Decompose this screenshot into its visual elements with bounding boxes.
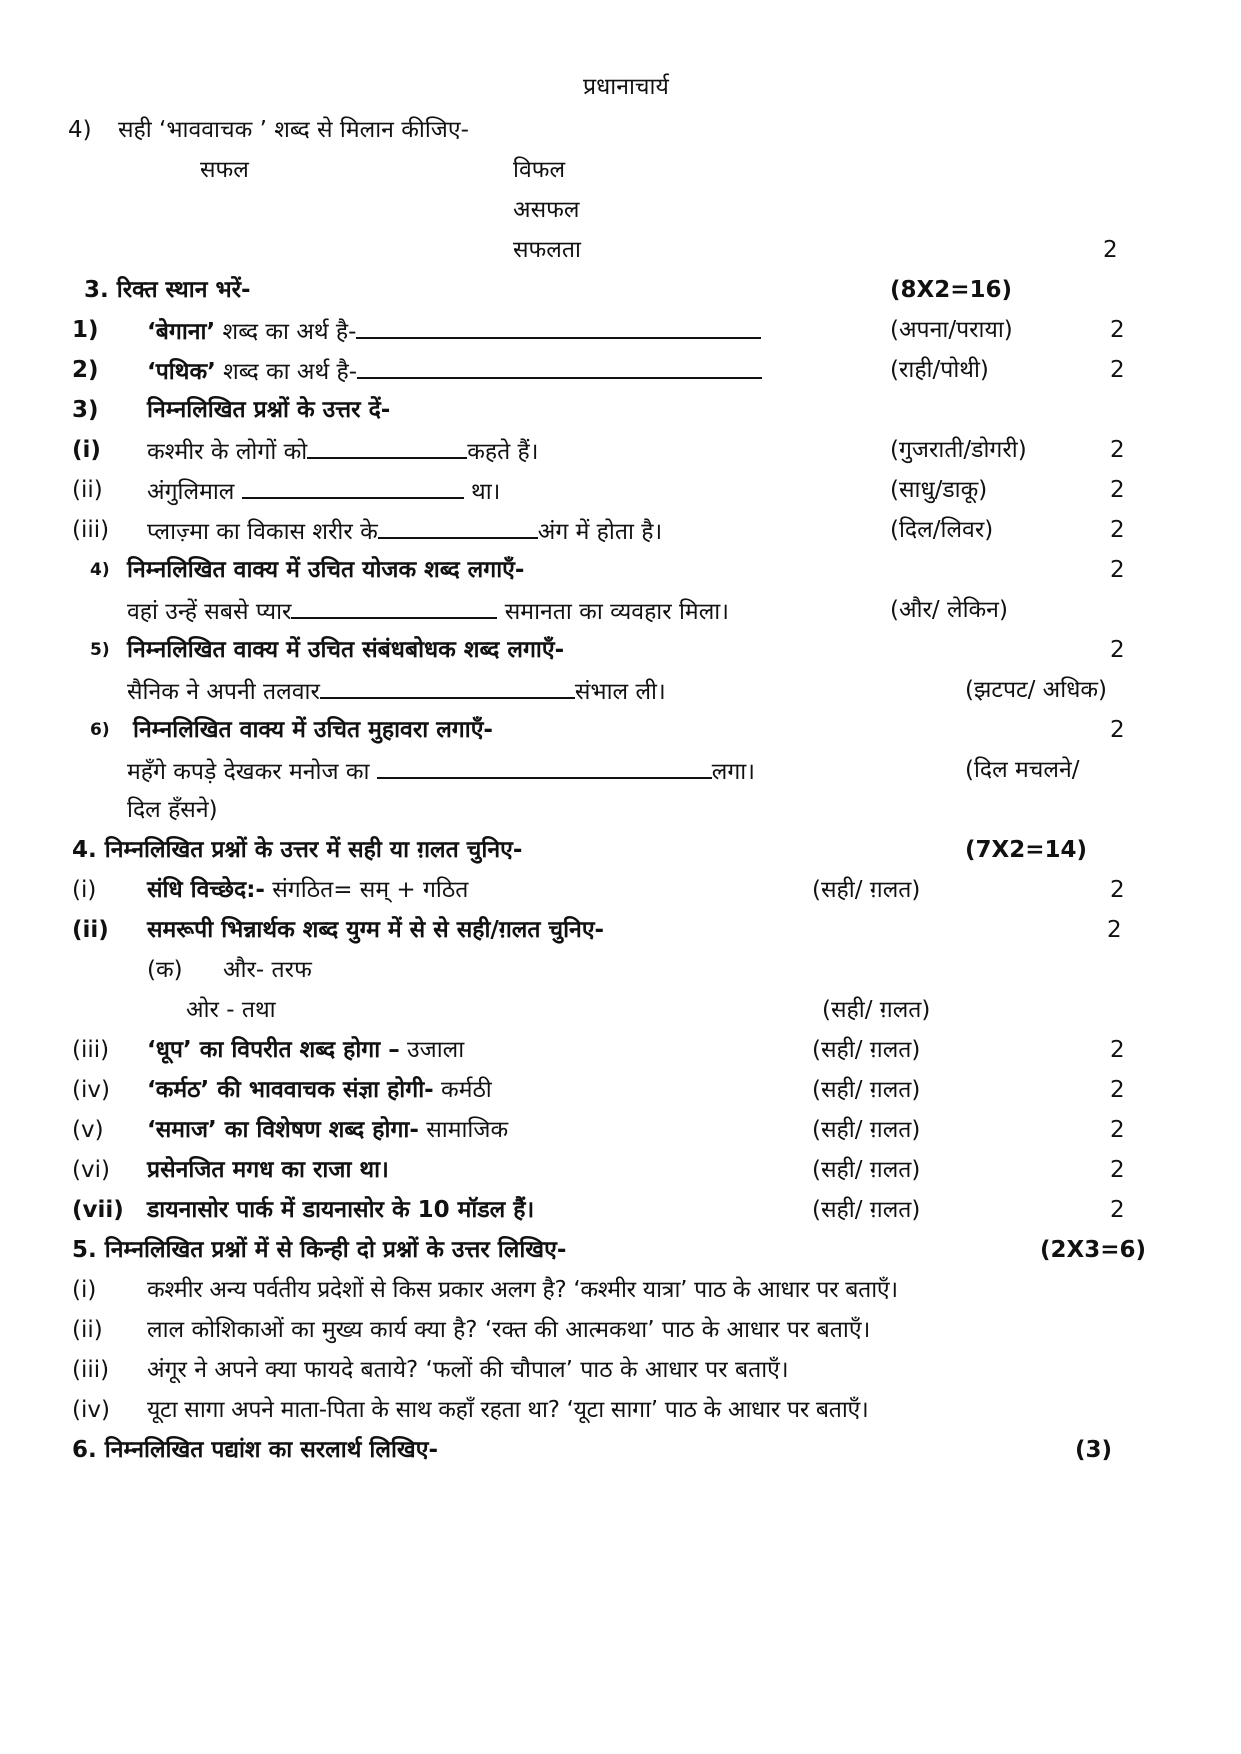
section-6-heading: 6. निम्नलिखित पद्यांश का सरलार्थ लिखिए- (72, 1437, 439, 1463)
s4-item-marks: 2 (1107, 917, 1122, 943)
s3-q6-number: 6) (90, 720, 110, 740)
s3-q1-number: 1) (72, 317, 99, 343)
s3-q3iii-options: (दिल/लिवर) (890, 517, 994, 543)
answer-blank[interactable] (242, 475, 464, 499)
section-5-heading: 5. निम्नलिखित प्रश्नों में से किन्ही दो प्रश्नों के उत्तर लिखिए- (72, 1237, 567, 1263)
s4-item-number: (i) (72, 877, 97, 903)
s4-item-number: (vi) (72, 1157, 110, 1183)
q4-match-option: सफलता (513, 237, 581, 263)
q4-match-option: असफल (513, 197, 580, 223)
s4-sub-ka-label: (क) (147, 957, 183, 983)
s3-q6-sentence: महँगे कपड़े देखकर मनोज का लगा। (127, 755, 755, 787)
s3-q3-text: निम्नलिखित प्रश्नों के उत्तर दें- (147, 397, 391, 423)
s3-q2-number: 2) (72, 357, 99, 383)
s3-q3i-number: (i) (72, 437, 101, 463)
s3-q3iii-marks: 2 (1110, 517, 1125, 543)
s3-q5-number: 5) (90, 640, 110, 660)
s3-q6-options: (दिल मचलने/ (965, 757, 1080, 783)
s4-item-number: (iii) (72, 1037, 110, 1063)
section-5-marks: (2X3=6) (1040, 1237, 1147, 1263)
s4-item-options: (सही/ ग़लत) (812, 877, 921, 903)
s3-q3ii-text: अंगुलिमाल था। (147, 475, 500, 507)
s5-item-number: (iv) (72, 1397, 110, 1423)
q4-match-number: 4) (68, 117, 92, 143)
s3-q3i-options: (गुजराती/डोगरी) (890, 437, 1027, 463)
q4-match-word: सफल (200, 157, 249, 183)
s3-q3ii-number: (ii) (72, 477, 103, 503)
s3-q4-sentence: वहां उन्हें सबसे प्यार समानता का व्यवहार मिला। (127, 595, 729, 627)
s4-item-options: (सही/ ग़लत) (812, 1157, 921, 1183)
section-6-marks: (3) (1075, 1437, 1113, 1463)
section-4-heading: 4. निम्नलिखित प्रश्नों के उत्तर में सही या ग़लत चुनिए- (72, 837, 523, 863)
s3-q2-marks: 2 (1110, 357, 1125, 383)
s4-item-text: ‘धूप’ का विपरीत शब्द होगा – उजाला (147, 1037, 465, 1063)
q4-match-option: विफल (513, 157, 566, 183)
page-title: प्रधानाचार्य (583, 74, 669, 100)
s4-sub-ka-options: (सही/ ग़लत) (822, 997, 931, 1023)
s3-q3ii-marks: 2 (1110, 477, 1125, 503)
s3-q1-text: ‘बेगाना’ शब्द का अर्थ है- (147, 315, 761, 347)
s3-q2-text: ‘पथिक’ शब्द का अर्थ है- (147, 355, 762, 387)
s3-q4-marks: 2 (1110, 557, 1125, 583)
s3-q3ii-options: (साधु/डाकू) (890, 477, 988, 503)
s3-q6-marks: 2 (1110, 717, 1125, 743)
s3-q5-options: (झटपट/ अधिक) (965, 677, 1107, 703)
s4-item-number: (v) (72, 1117, 104, 1143)
s3-q5-text: निम्नलिखित वाक्य में उचित संबंधबोधक शब्द लगाएँ- (127, 637, 565, 663)
s4-item-number: (ii) (72, 917, 109, 943)
answer-blank[interactable] (356, 315, 761, 339)
s5-item-number: (ii) (72, 1317, 103, 1343)
s3-q3iii-number: (iii) (72, 517, 110, 543)
s3-q4-number: 4) (90, 560, 110, 580)
s3-q3i-marks: 2 (1110, 437, 1125, 463)
s5-item-text: लाल कोशिकाओं का मुख्य कार्य क्या है? ‘रक्त की आत्मकथा’ पाठ के आधार पर बताएँ। (147, 1317, 871, 1343)
s4-item-number: (iv) (72, 1077, 110, 1103)
s4-item-marks: 2 (1110, 877, 1125, 903)
s4-sub-ka-line1: और- तरफ (223, 957, 312, 983)
s3-q3iii-text: प्लाज़्मा का विकास शरीर के अंग में होता है। (147, 515, 662, 547)
answer-blank[interactable] (320, 675, 575, 699)
section-3-marks: (8X2=16) (890, 277, 1013, 303)
s3-q1-options: (अपना/पराया) (890, 317, 1013, 343)
s5-item-text: कश्मीर अन्य पर्वतीय प्रदेशों से किस प्रकार अलग है? ‘कश्मीर यात्रा’ पाठ के आधार पर बताएँ। (147, 1277, 898, 1303)
s4-item-text: ‘समाज’ का विशेषण शब्द होगा- सामाजिक (147, 1117, 509, 1143)
s4-item-marks: 2 (1110, 1157, 1125, 1183)
s4-item-marks: 2 (1110, 1197, 1125, 1223)
s3-q6-text: निम्नलिखित वाक्य में उचित मुहावरा लगाएँ- (133, 717, 493, 743)
s4-item-text: प्रसेनजित मगध का राजा था। (147, 1157, 389, 1183)
s3-q2-options: (राही/पोथी) (890, 357, 989, 383)
s4-item-options: (सही/ ग़लत) (812, 1197, 921, 1223)
s4-item-number: (vii) (72, 1197, 124, 1223)
answer-blank[interactable] (377, 755, 712, 779)
s3-q4-options: (और/ लेकिन) (890, 597, 1008, 623)
s4-item-options: (सही/ ग़लत) (812, 1117, 921, 1143)
s5-item-text: यूटा सागा अपने माता-पिता के साथ कहाँ रहता था? ‘यूटा सागा’ पाठ के आधार पर बताएँ। (147, 1397, 869, 1423)
s3-q1-marks: 2 (1110, 317, 1125, 343)
s4-item-marks: 2 (1110, 1077, 1125, 1103)
s4-item-marks: 2 (1110, 1117, 1125, 1143)
q4-match-prompt: सही ‘भाववाचक ’ शब्द से मिलान कीजिए- (118, 117, 469, 143)
section-4-marks: (7X2=14) (965, 837, 1088, 863)
s4-item-options: (सही/ ग़लत) (812, 1077, 921, 1103)
s5-item-number: (i) (72, 1277, 97, 1303)
answer-blank[interactable] (291, 595, 497, 619)
s3-q4-text: निम्नलिखित वाक्य में उचित योजक शब्द लगाएँ- (127, 557, 525, 583)
s4-item-text: समरूपी भिन्नार्थक शब्द युग्म में से से सही/ग़लत चुनिए- (147, 917, 605, 943)
s3-q5-marks: 2 (1110, 637, 1125, 663)
s3-q3i-text: कश्मीर के लोगों को कहते हैं। (147, 435, 538, 467)
s4-item-marks: 2 (1110, 1037, 1125, 1063)
s4-item-options: (सही/ ग़लत) (812, 1037, 921, 1063)
s3-q3-number: 3) (72, 397, 99, 423)
s4-sub-ka-line2: ओर - तथा (186, 997, 276, 1023)
s3-q6-options-cont: दिल हँसने) (127, 797, 218, 823)
s4-item-text: ‘कर्मठ’ की भाववाचक संज्ञा होगी- कर्मठी (147, 1077, 492, 1103)
answer-blank[interactable] (378, 515, 538, 539)
s5-item-number: (iii) (72, 1357, 110, 1383)
answer-blank[interactable] (307, 435, 467, 459)
s4-item-text: डायनासोर पार्क में डायनासोर के 10 मॉडल हैं। (147, 1197, 535, 1223)
s3-q5-sentence: सैनिक ने अपनी तलवार संभाल ली। (127, 675, 666, 707)
section-3-heading: 3. रिक्त स्थान भरें- (84, 277, 251, 303)
s5-item-text: अंगूर ने अपने क्या फायदे बताये? ‘फलों की चौपाल’ पाठ के आधार पर बताएँ। (147, 1357, 789, 1383)
s4-item-text: संधि विच्छेद:- संगठित= सम् + गठित (147, 877, 469, 903)
answer-blank[interactable] (357, 355, 762, 379)
q4-match-marks: 2 (1103, 237, 1118, 263)
